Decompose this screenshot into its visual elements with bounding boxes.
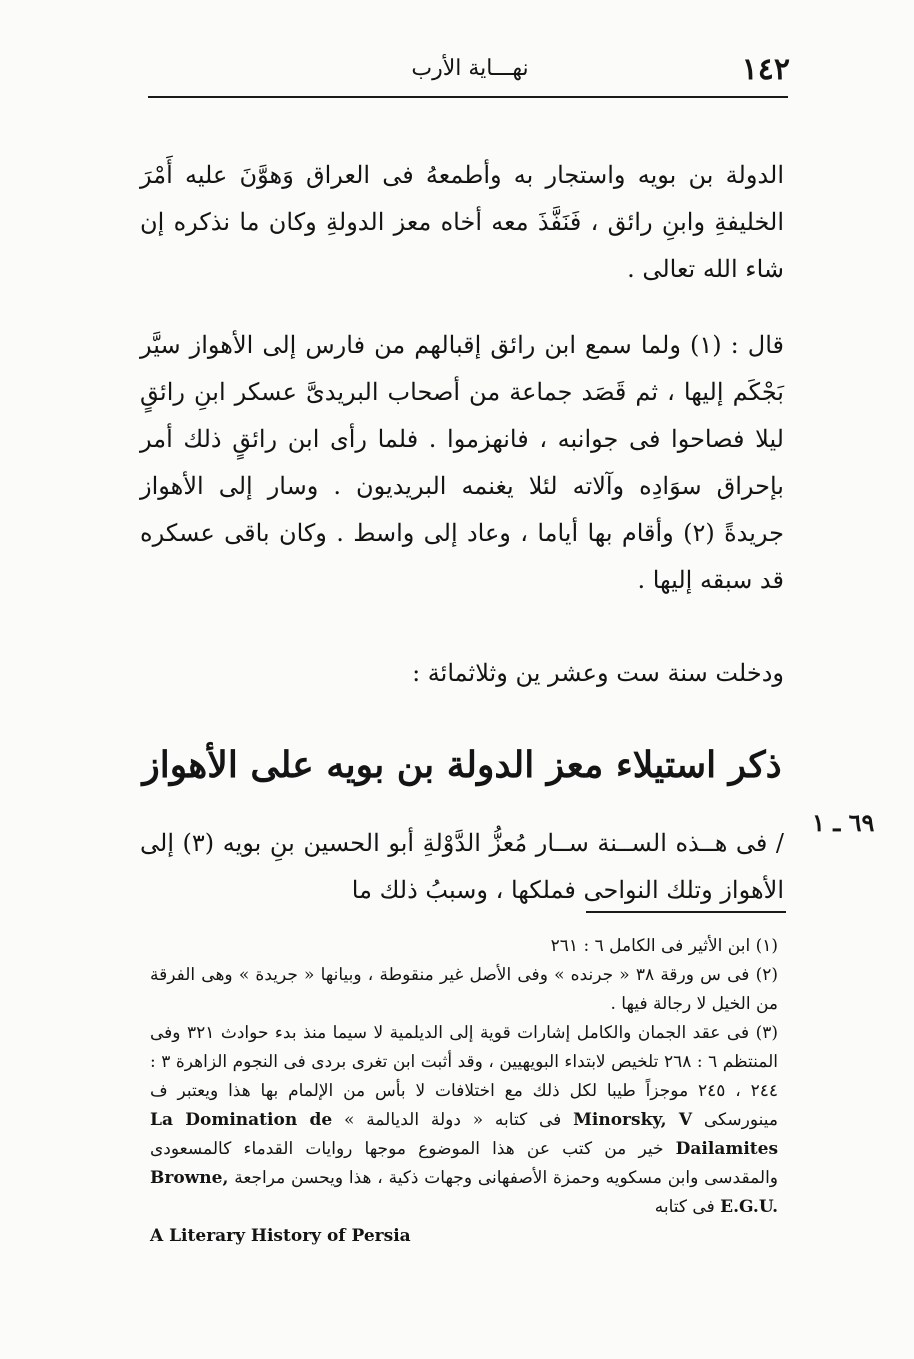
paragraph-2: قال : (١) ولما سمع ابن رائق إقبالهم من فارس إلى الأهواز سيَّر بَجْكَم إليها ، ثم قَصَد جماعة من أصحاب البريدىَّ عسكر ابنِ رائقٍ ليلا فصاحوا فى جوانبه ، فانهزموا . فلما رأى ابن رائقٍ ذلك أمر بإحراق سوَادِه وآلاته لئلا يغنمه البريديون . وسار إلى الأهواز جريدةً (٢) وأقام بها أياما ، وعاد إلى واسط . وكان باقى عسكره قد سبقه إليها . [140, 331, 785, 594]
page-header [150, 44, 790, 88]
footnote-3-latin-book: A Literary History of Persia [150, 1226, 411, 1246]
footnotes [150, 932, 778, 1251]
footnote-rule [586, 911, 786, 913]
section-paragraph: / فى هــذه الســنة ســار مُعزُّ الدَّوْلةِ أبو الحسين بنِ بويه (٣) إلى الأهواز وتلك النواحى فملكها ، وسببُ ذلك ما [140, 829, 785, 904]
section-heading: ذكر استيلاء معز الدولة بن بويه على الأهواز [142, 743, 782, 786]
footnote-3-text-2: فى كتابه « دولة الديالمة » [344, 1110, 562, 1130]
footnote-3-latin-author: Minorsky, V [573, 1110, 693, 1130]
page-number: ١٤٢ [741, 52, 790, 87]
paragraph-3: ودخلت سنة ست وعشر ين وثلاثمائة : [412, 659, 784, 687]
paragraph-1: الدولة بن بويه واستجار به وأطمعهُ فى العراق وَهوَّنَ عليه أَمْرَ الخليفةِ وابنِ رائق ، فَنَفَّذَ معه أخاه معز الدولةِ وكان ما نذكره إن شاء الله تعالى . [140, 161, 784, 283]
header-rule [148, 96, 788, 98]
footnote-3-text-4: فى كتابه [654, 1197, 715, 1217]
footnote-3 [150, 1019, 778, 1222]
footnote-1: (١) ابن الأثير فى الكامل ٦ : ٢٦١ [550, 936, 778, 956]
footnote-2: (٢) فى س ورقة ٣٨ « جرنده » وفى الأصل غير منقوطة ، وبيانها « جريدة » وهى الفرقة من الخيل لا رجالة فيها . [150, 965, 778, 1014]
footnote-3-text-1: (٣) فى عقد الجمان والكامل إشارات قوية إلى الديلمية لا سيما منذ بدء حوادث ٣٢١ وفى المنتظم ٦ : ٢٦٨ تلخيص لابتداء البويهيين ، وقد أثبت ابن تغرى بردى فى النجوم الزاهرة ٣ : ٢٤٤ ، ٢٤٥ موجزاً طيبا لكل ذلك مع اختلافات لا بأس من الإلمام بها هذا ويعتبر ف مينورسكى [150, 1023, 778, 1130]
footnote-3-latin-title: La Domination de Dailamites [150, 1110, 779, 1159]
running-title: نهـــاية الأرب [411, 56, 529, 81]
footnote-3-text-3: خير من كتب عن هذا الموضوع موجها روايات القدماء كالمسعودى والمقدسى وابن مسكويه وحمزة الأصفهانى وجهات ذكية ، هذا ويحسن مراجعة [150, 1139, 779, 1188]
footnote-3-latin-author-2: Browne, E.G.U. [150, 1168, 778, 1217]
margin-reference: ٦٩ ـ ١ [812, 808, 875, 837]
